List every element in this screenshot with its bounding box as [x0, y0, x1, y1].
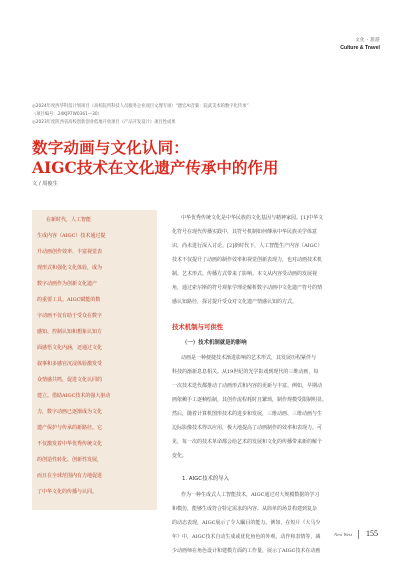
- abstract-line: 面感悟文化内涵，还通过文化: [37, 345, 103, 351]
- abstract-line: 生成内容（AIGC）技术通过提: [37, 233, 106, 239]
- section-label: 文化 · 旅游: [355, 38, 380, 43]
- body-paragraph-line: 年》中，AIGC技术自动生成或优化角色的外观、动作和表情等，减: [172, 534, 321, 540]
- body-paragraph-line: 的动态表现，AIGC展示了令人瞩目的能力。例如，在短片《大马少: [172, 520, 321, 526]
- body-paragraph-line: 技术不仅提升了动画的制作效率和视觉创新表现力，也对动画技术机: [172, 257, 323, 263]
- funding-note: （项目编号：24KJP7W0361—30）: [32, 112, 102, 117]
- body-paragraph-line: 变化。: [172, 453, 188, 459]
- abstract-line: 字动画不仅有助于受众在数字: [37, 313, 103, 319]
- article-title: 数字动画与文化认同：: [32, 138, 190, 157]
- funding-note: ◎2024年度西华科技计划项目（高校院所科技人员服务企业项目文理专项）“德宏AI音楽：院武美术的数字化传承”: [32, 104, 249, 109]
- body-paragraph-line: 少动画师在角色设计和建模方面的工作量，展示了AIGC技术在动画: [172, 548, 321, 554]
- body-paragraph-line: 识，尚未进行深入讨论。[2]新时代下，人工智能生产内容（AIGC）: [172, 243, 323, 249]
- abstract-line: 升动画创作效率、丰富视觉表: [37, 249, 103, 255]
- footer-divider: [358, 530, 359, 539]
- abstract-line: 建立。借助AIGC技术的强大驱动: [37, 393, 111, 399]
- abstract-line: 力，数字动画已逐渐成为文化: [37, 409, 103, 415]
- abstract-line: 的创造性转化、创新性发展，: [37, 457, 103, 463]
- abstract-line: 叙事和多感官沉浸体验激发受: [37, 361, 103, 367]
- body-paragraph-line: 一次技术迭代都推动了动画形式和内容的更新与丰富。例如，早期动: [172, 383, 323, 389]
- subsection-heading: （一）技术机制就是的影响: [182, 340, 247, 346]
- body-paragraph-line: 见，每一次的技术革命都会给艺术的发展和文化的传播带来新的解个: [172, 439, 323, 445]
- body-paragraph-line: 科技的渐新息息相关。从19世纪的光学影戏到现代的三维动画，每: [172, 369, 319, 375]
- subsection-heading: 1. AIGC技术的导入: [182, 476, 230, 482]
- abstract-line: 现形式和强化文化体验，成为: [37, 265, 103, 271]
- article-subtitle: AIGC技术在文化遗产传承中的作用: [32, 158, 279, 177]
- abstract-line: 数字动画作为创新文化遗产: [37, 281, 98, 287]
- body-paragraph-line: 感认知路径，探讨提升受众对文化遗产情感认知的方式。: [172, 299, 298, 305]
- abstract-line: 遗产保护与传承的新路径。它: [37, 425, 103, 431]
- body-paragraph-line: 制、艺术形式、传播方式带来了影响。本文从内容受动画的发展视: [172, 271, 318, 277]
- body-paragraph-line: 化符号在现代传播实践中，其符号机制如何傳承中华民族美学体意: [172, 229, 318, 235]
- body-paragraph-line: 画依赖手工逐帧绘制，其创作流程耗时且繁琐，制作规模受限制明显。: [172, 397, 328, 403]
- body-paragraph-line: 中华优秀传统文化是中华民族的文化基因与精神家园。[1]中华文: [181, 215, 324, 221]
- page-number: 155: [366, 529, 378, 538]
- abstract-line: 而且在全球范围内有力地促进: [37, 473, 103, 479]
- body-paragraph-line: 和模仿，能够生成符合特定需求的内容。从简单的场景构建到复杂: [172, 506, 318, 512]
- abstract-line: 了中华文化的传播与认同。: [37, 489, 98, 495]
- section-heading: 技术机制与可供性: [172, 323, 224, 331]
- body-paragraph-line: 然后，随着计算机图形技术的进步和发展，三维动画、三维动画与生: [172, 411, 323, 417]
- section-label-en: Culture & Travel: [340, 45, 380, 51]
- funding-note: ◎2023年度陕西省高校创新创业低地开放项目《产品开发设计》项目性成果: [32, 120, 176, 125]
- abstract-line: 感知、控制认知和想象认知方: [37, 329, 103, 335]
- abstract-line: 众情感共鸣，促进文化认同的: [37, 377, 103, 383]
- abstract-line: 的重要工具。AIGC赋能的数: [37, 297, 101, 303]
- body-paragraph-line: 边际影像技术得以应用，极大地提高了动画制作的效率和表现力。可: [172, 425, 323, 431]
- body-paragraph-line: 动画是一种便捷技术渐进影响的艺术形式，其发展历程紧伴与: [181, 355, 317, 361]
- author-byline: 文 / 周俊生: [32, 181, 58, 187]
- abstract-line: 不仅激发着中华优秀传统文化: [37, 441, 103, 447]
- body-paragraph-line: 角，通过索尔斯的符号观象学理论解析数字动画中文化遗产符号的情: [172, 285, 323, 291]
- body-paragraph-line: 作为一种生成式人工智能技术，AIGC通过对大规模数据的学习: [181, 492, 320, 498]
- publication-name: New West: [334, 532, 352, 537]
- abstract-line: 在新时代，人工智能: [46, 217, 92, 223]
